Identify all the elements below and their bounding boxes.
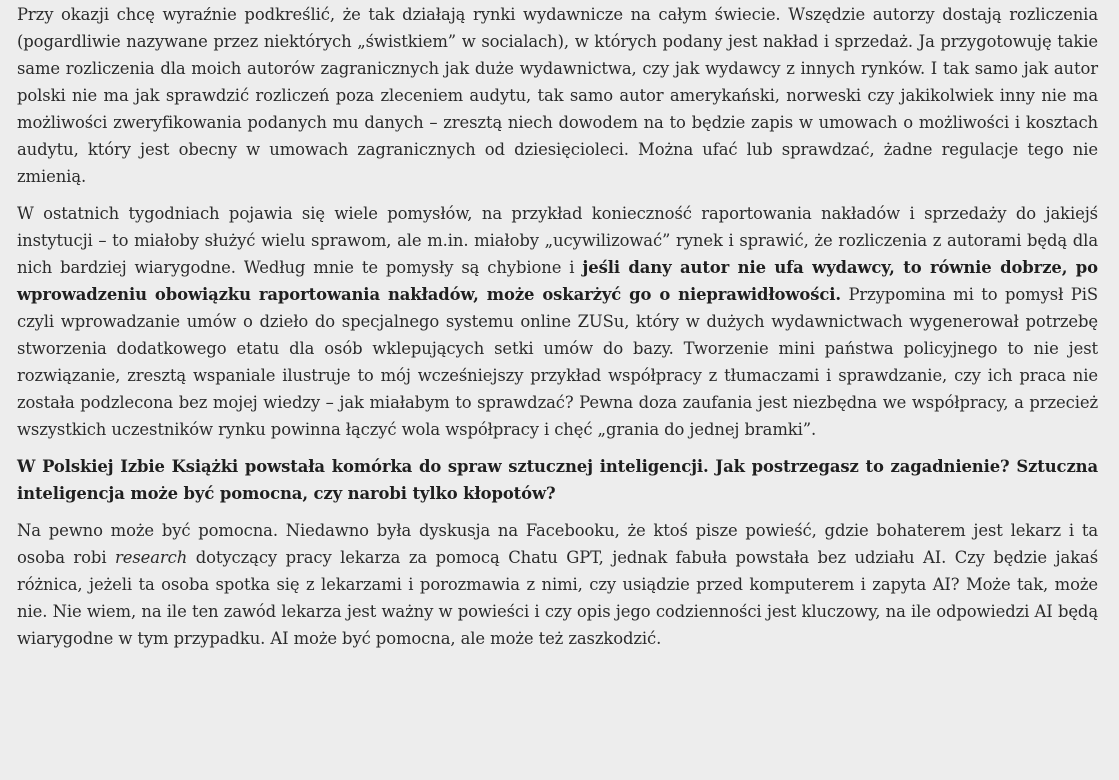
paragraph-text: dotyczący pracy lekarza za pomocą Chatu GPT, jednak fabuła powstała bez udziału AI. Czy będzie jakaś różnica, jeżeli ta osoba spotka się z lekarzami i porozmawia z nimi, czy usiądzie przed komputerem i zapyta AI? Może tak, może nie. Nie wiem, na ile ten zawód lekarza jest ważny w powieści i czy opis jego codzienności jest kluczowy, na ile odpowiedzi AI będą wiarygodne w tym przypadku. AI może być pomocna, ale może też zaszkodzić. (17, 548, 1099, 648)
paragraph-text: Przypomina mi to pomysł PiS czyli wprowadzanie umów o dzieło do specjalnego systemu online ZUSu, który w dużych wydawnictwach wygenerował potrzebę stworzenia dodatkowego etatu dla osób wklepujących setki umów do bazy. Tworzenie mini państwa policyjnego to nie jest rozwiązanie, zresztą wspaniale ilustruje to mój wcześniejszy przykład współpracy z tłumaczami i sprawdzanie, czy ich praca nie została podzlecona bez mojej wiedzy – jak miałabym to sprawdzać? Pewna doza zaufania jest niezbędna we współpracy, a przecież wszystkich uczestników rynku powinna łączyć wola współpracy i chęć „grania do jednej bramki”. (17, 285, 1099, 439)
paragraph-text: W ostatnich tygodniach pojawia się wiele pomysłów, na przykład konieczność raportowania nakładów i sprzedaży do jakiejś instytucji – to miałoby służyć wielu sprawom, ale m.in. miałoby „ucywilizować” rynek i sprawić, że rozliczenia z autorami będą dla nich bardziej wiarygodne. Według mnie te pomysły są chybione i (17, 204, 1098, 277)
bold-emphasis: jeśli dany autor nie ufa wydawcy, to równie dobrze, po wprowadzeniu obowiązku raportowania nakładów, może oskarżyć go o nieprawidłowości. (17, 258, 1098, 304)
interview-question: W Polskiej Izbie Książki powstała komórka do spraw sztucznej inteligencji. Jak postrzegasz to zagadnienie? Sztuczna inteligencja może być pomocna, czy narobi tylko kłopotów? (17, 457, 1098, 503)
paragraph-text: Na pewno może być pomocna. Niedawno była dyskusja na Facebooku, że ktoś pisze powieść, gdzie bohaterem jest lekarz i ta osoba robi (17, 521, 1098, 567)
paragraph-answer-ai (17, 517, 1098, 652)
italic-term: research (115, 548, 188, 567)
article-body (17, 1, 1098, 662)
paragraph-raportowanie (17, 200, 1098, 443)
paragraph-rozliczenia: Przy okazji chcę wyraźnie podkreślić, że tak działają rynki wydawnicze na całym świecie. Wszędzie autorzy dostają rozliczenia (pogardliwie nazywane przez niektórych „świstkiem” w socialach), w których podany jest nakład i sprzedaż. Ja przygotowuję takie same rozliczenia dla moich autorów zagranicznych jak duże wydawnictwa, czy jak wydawcy z innych rynków. I tak samo jak autor polski nie ma jak sprawdzić rozliczeń poza zleceniem audytu, tak samo autor amerykański, norweski czy jakikolwiek inny nie ma możliwości zweryfikowania podanych mu danych – zresztą niech dowodem na to będzie zapis w umowach o możliwości i kosztach audytu, który jest obecny w umowach zagranicznych od dziesięcioleci. Można ufać lub sprawdzać, żadne regulacje tego nie zmienią. (17, 5, 1098, 186)
